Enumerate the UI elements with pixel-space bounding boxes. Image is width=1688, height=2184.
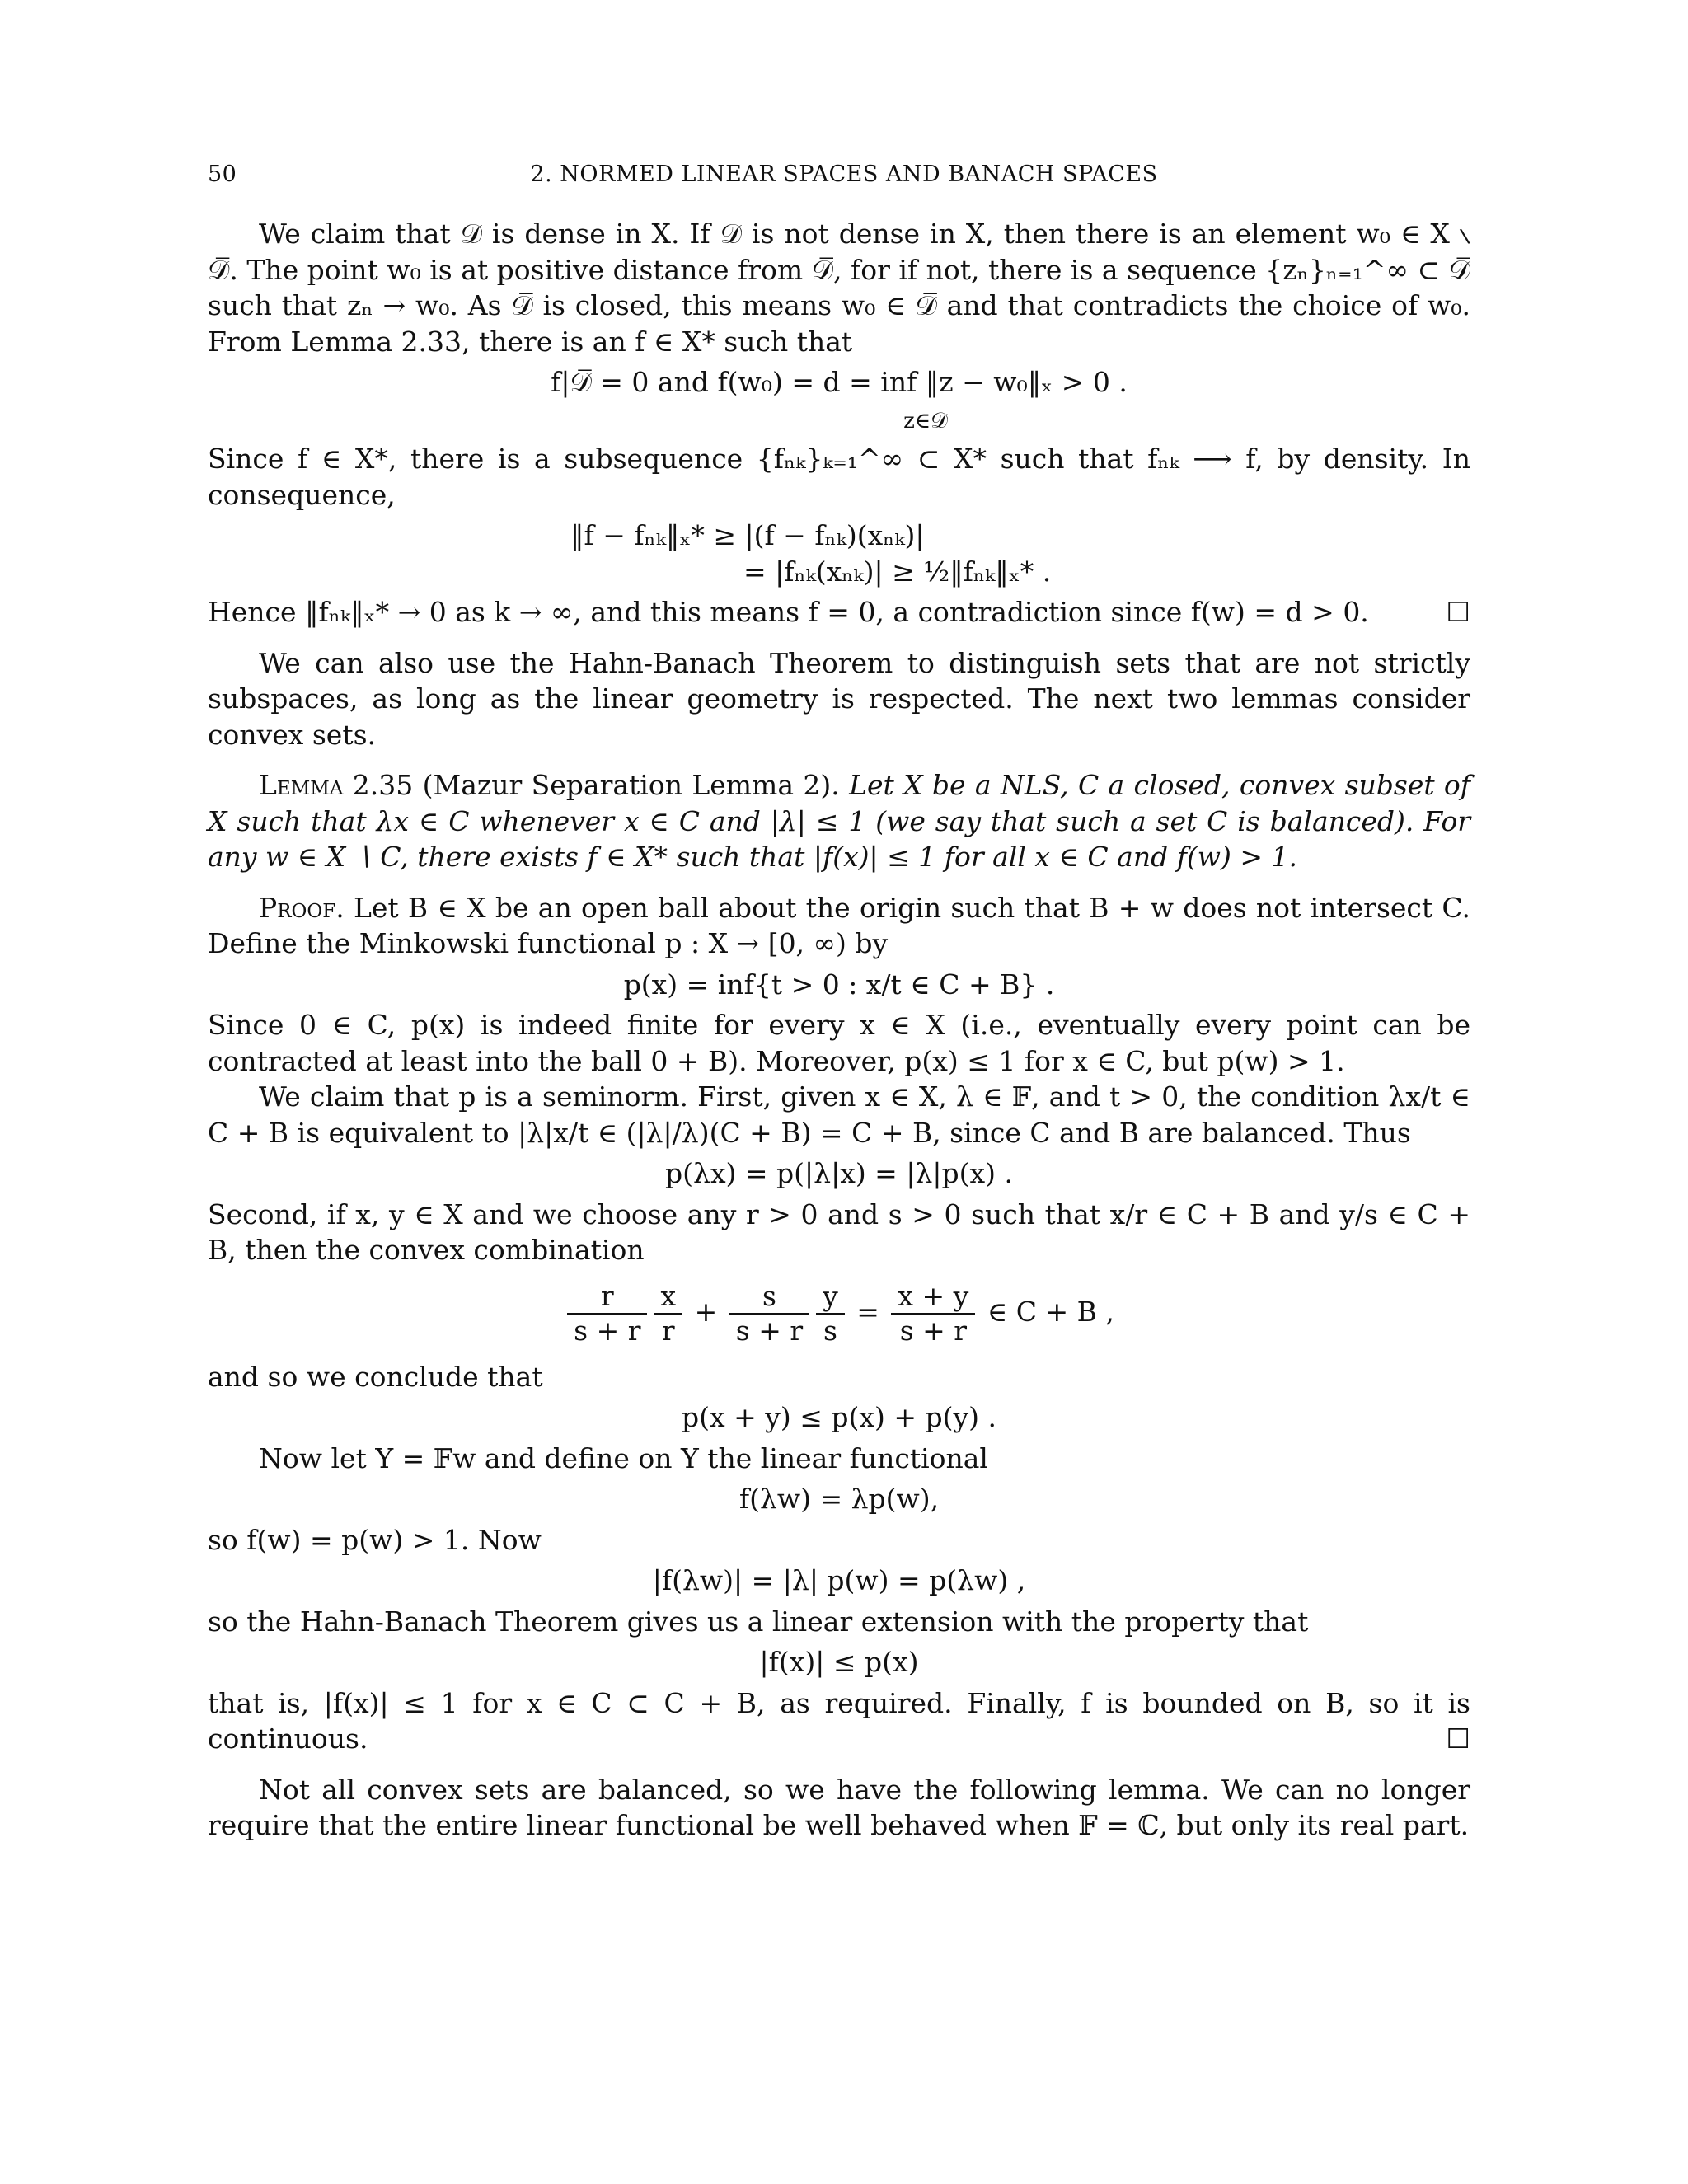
proof-paragraph-9 <box>208 1685 1470 1757</box>
lemma-name: (Mazur Separation Lemma 2). <box>422 769 840 801</box>
paragraph-contradiction-text: Hence ‖fₙₖ‖ₓ* → 0 as k → ∞, and this means f = 0, a contradiction since f(w) = d > 0. <box>208 596 1369 628</box>
running-head: 2. NORMED LINEAR SPACES AND BANACH SPACES <box>530 162 1158 187</box>
equation-subscript: z∈𝒟 <box>903 408 948 434</box>
lemma-2-35 <box>208 767 1470 875</box>
lemma-statement: Let X be a NLS, C a closed, convex subset of X such that λx ∈ C whenever x ∈ C and |λ| ≤ 1 (we say that such a set C is balanced). For any w ∈ X ∖ C, there exists f ∈ X* such that |f(x)| ≤ 1 for all x ∈ C and f(w) > 1. <box>208 769 1471 873</box>
proof-text: Let B ∈ X be an open ball about the origin such that B + w does not intersect C. Define the Minkowski functional p : X → [0, ∞) by <box>208 891 1470 959</box>
proof-paragraph-1 <box>208 890 1470 962</box>
denominator: s + r <box>574 1314 641 1347</box>
paragraph-final: Not all convex sets are balanced, so we have the following lemma. We can no longer require that the entire linear functional be well behaved when 𝔽 = ℂ, but only its real part. <box>208 1773 1470 1841</box>
equals-sign: = <box>856 1295 879 1328</box>
equation-line-1: ‖f − fₙₖ‖ₓ* ≥ |(f − fₙₖ)(xₙₖ)| <box>570 519 925 551</box>
proof-paragraph-2: Since 0 ∈ C, p(x) is indeed finite for every x ∈ X (i.e., eventually every point can be contracted at least into the ball 0 + B). Moreover, p(x) ≤ 1 for x ∈ C, but p(w) > 1. <box>208 1009 1470 1077</box>
paragraph-convex-intro: We can also use the Hahn-Banach Theorem to distinguish sets that are not strictly subspaces, as long as the linear geometry is respected. The next two lemmas consider convex sets. <box>208 646 1470 751</box>
equation-convex-combination <box>208 1280 1470 1347</box>
equation-text: f|𝒟̅ = 0 and f(w₀) = d = inf ‖z − w₀‖ₓ > 0 . <box>551 366 1128 398</box>
denominator: s <box>823 1314 837 1347</box>
denominator: r <box>661 1314 675 1347</box>
fraction <box>567 1280 647 1347</box>
plus-sign: + <box>694 1295 718 1328</box>
numerator: x <box>654 1280 682 1315</box>
equation-linear-functional: f(λw) = λp(w), <box>738 1483 940 1515</box>
qed-symbol: ☐ <box>1446 1722 1470 1755</box>
proof-paragraph-8: so the Hahn-Banach Theorem gives us a linear extension with the property that <box>208 1605 1309 1638</box>
fraction <box>729 1280 809 1347</box>
proof-paragraph-3: We claim that p is a seminorm. First, given x ∈ X, λ ∈ 𝔽, and t > 0, the condition λx/t ∈ C + B is equivalent to |λ|x/t ∈ (|λ|/λ)(C + B) = C + B, since C and B are balanced. Thus <box>208 1080 1470 1149</box>
denominator: s + r <box>735 1314 804 1347</box>
equation-f-restriction <box>208 364 1470 436</box>
proof-paragraph-7: so f(w) = p(w) > 1. Now <box>208 1523 542 1556</box>
qed-symbol: ☐ <box>1446 596 1470 628</box>
equation-triangle-inequality: p(x + y) ≤ p(x) + p(y) . <box>682 1401 996 1433</box>
fraction <box>891 1280 975 1347</box>
paragraph-subsequence <box>208 441 1470 513</box>
numerator: x + y <box>891 1280 975 1315</box>
equation-norm-estimate <box>208 518 1688 589</box>
proof-paragraph-6: Now let Y = 𝔽w and define on Y the linear functional <box>259 1441 988 1474</box>
fraction <box>654 1280 682 1347</box>
page-number: 50 <box>208 162 237 187</box>
numerator: r <box>567 1280 647 1315</box>
numerator: y <box>816 1280 845 1315</box>
proof-paragraph-9-text: that is, |f(x)| ≤ 1 for x ∈ C ⊂ C + B, as required. Finally, f is bounded on B, so it is continuous. <box>208 1686 1470 1755</box>
fraction <box>816 1280 845 1347</box>
proof-paragraph-5: and so we conclude that <box>208 1360 543 1393</box>
equation-absolute-value: |f(λw)| = |λ| p(w) = p(λw) , <box>652 1564 1026 1596</box>
paragraph-density-claim: We claim that 𝒟 is dense in X. If 𝒟 is not dense in X, then there is an element w₀ ∈ X ∖ 𝒟̅. The point w₀ is at positive distance from 𝒟̅, for if not, there is a sequence {zₙ}ₙ₌₁^∞ ⊂ 𝒟̅ such that zₙ → w₀. As 𝒟̅ is closed, this means w₀ ∈ 𝒟̅ and that contradicts the choice of w₀. From Lemma 2.33, there is an f ∈ X* such that <box>208 218 1470 358</box>
equation-homogeneity: p(λx) = p(|λ|x) = |λ|p(x) . <box>665 1157 1013 1189</box>
paragraph-contradiction <box>208 594 1470 630</box>
denominator: s + r <box>899 1314 968 1347</box>
equation-bound: |f(x)| ≤ p(x) <box>759 1646 919 1678</box>
proof-paragraph-4: Second, if x, y ∈ X and we choose any r > 0 and s > 0 such that x/r ∈ C + B and y/s ∈ C + B, then the convex combination <box>208 1197 1470 1266</box>
proof-label: Proof. <box>259 891 345 924</box>
equation-line-2: = |fₙₖ(xₙₖ)| ≥ ½‖fₙₖ‖ₓ* . <box>743 555 1052 588</box>
equation-minkowski: p(x) = inf{t > 0 : x/t ∈ C + B} . <box>623 968 1055 1001</box>
paragraph-subsequence-text: Since f ∈ X*, there is a subsequence {fₙₖ}ₖ₌₁^∞ ⊂ X* such that fₙₖ ⟶ f, by density. In consequence, <box>208 443 1470 511</box>
numerator: s <box>729 1280 809 1315</box>
lemma-label: Lemma 2.35 <box>259 769 414 801</box>
page-content <box>208 216 1470 1844</box>
equation-tail: ∈ C + B , <box>987 1295 1114 1328</box>
